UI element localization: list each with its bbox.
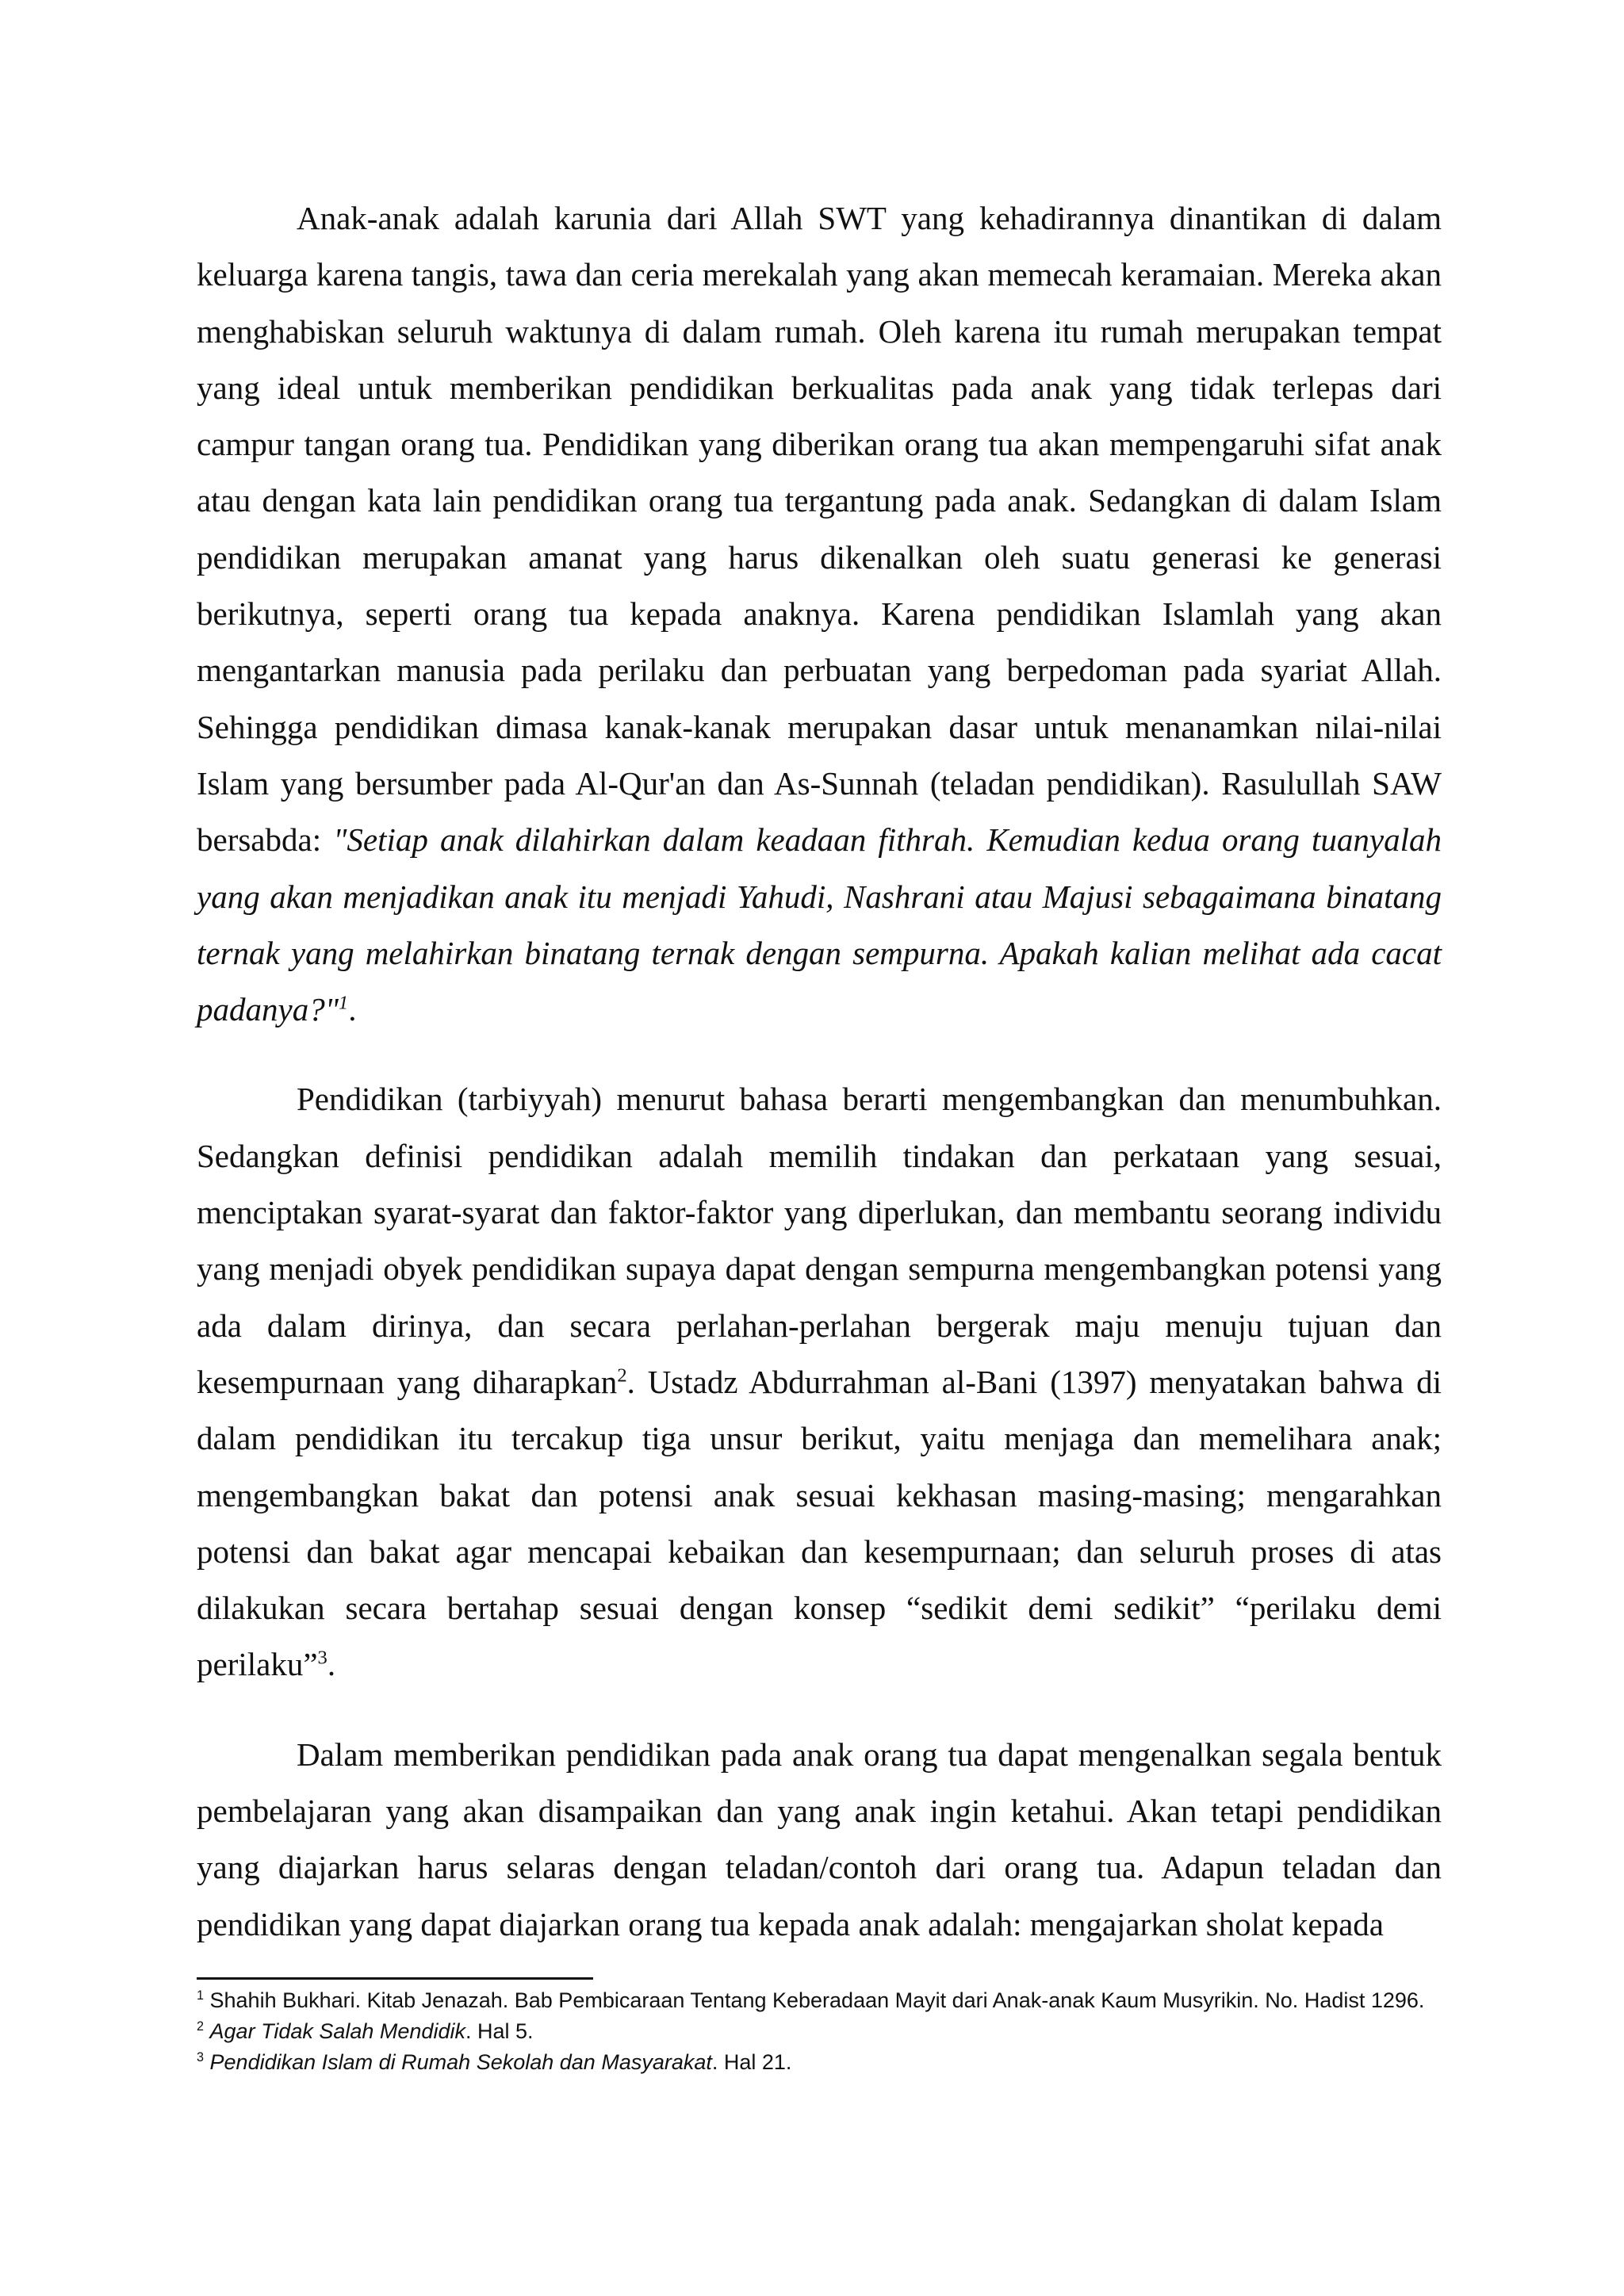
footnote-ref[interactable]: 3 (317, 1647, 327, 1669)
footnote-separator (197, 1977, 593, 1980)
paragraph (197, 1727, 1442, 1953)
footnote-title: Pendidikan Islam di Rumah Sekolah dan Masyarakat (209, 2050, 712, 2074)
paragraph (197, 1071, 1442, 1693)
footnote-ref[interactable]: 1 (338, 992, 349, 1014)
footnotes (197, 1985, 1442, 2078)
footnote (197, 1985, 1442, 2016)
paragraph-text: . (327, 1646, 336, 1683)
paragraph (197, 190, 1442, 1038)
footnote-title: Agar Tidak Salah Mendidik (209, 2019, 465, 2043)
paragraph-text: Anak-anak adalah karunia dari Allah SWT yang kehadirannya dinantikan di dalam keluarga karena tangis, tawa dan ceria merekalah yang akan memecah keramaian. Mereka akan menghabiskan seluruh waktunya di dalam rumah. Oleh karena itu rumah merupakan tempat yang ideal untuk memberikan pendidikan berkualitas pada anak yang tidak terlepas dari campur tangan orang tua. Pendidikan yang diberikan orang tua akan mempengaruhi sifat anak atau dengan kata lain pendidikan orang tua tergantung pada anak. Sedangkan di dalam Islam pendidikan merupakan amanat yang harus dikenalkan oleh suatu generasi ke generasi berikutnya, seperti orang tua kepada anaknya. Karena pendidikan Islamlah yang akan mengantarkan manusia pada perilaku dan perbuatan yang berpedoman pada syariat Allah. Sehingga pendidikan dimasa kanak-kanak merupakan dasar untuk menanamkan nilai-nilai Islam yang bersumber pada Al-Qur'an dan As-Sunnah (teladan pendidikan). Rasulullah SAW bersabda: (197, 200, 1442, 859)
hadith-quote: "Setiap anak dilahirkan dalam keadaan fithrah. Kemudian kedua orang tuanyalah yang akan menjadikan anak itu menjadi Yahudi, Nashrani atau Majusi sebagaimana binatang ternak yang melahirkan binatang ternak dengan sempurna. Apakah kalian melihat ada cacat padanya?" (197, 821, 1442, 1028)
paragraph-text: . Ustadz Abdurrahman al-Bani (1397) menyatakan bahwa di dalam pendidikan itu tercakup tiga unsur berikut, yaitu menjaga dan memelihara anak; mengembangkan bakat dan potensi anak sesuai kekhasan masing-masing; mengarahkan potensi dan bakat agar mencapai kebaikan dan kesempurnaan; dan seluruh proses di atas dilakukan secara bertahap sesuai dengan konsep “sedikit demi sedikit” “perilaku demi perilaku” (197, 1363, 1442, 1683)
footnote-text: Shahih Bukhari. Kitab Jenazah. Bab Pembicaraan Tentang Keberadaan Mayit dari Anak-anak Kaum Musyrikin. No. Hadist 1296. (204, 1988, 1425, 2012)
footnote-text: . Hal 21. (711, 2050, 792, 2074)
paragraph-text: Dalam memberikan pendidikan pada anak orang tua dapat mengenalkan segala bentuk pembelajaran yang akan disampaikan dan yang anak ingin ketahui. Akan tetapi pendidikan yang diajarkan harus selaras dengan teladan/contoh dari orang tua. Adapun teladan dan pendidikan yang dapat diajarkan orang tua kepada anak adalah: mengajarkan sholat kepada (197, 1735, 1442, 1942)
footnote (197, 2016, 1442, 2047)
footnote-number: 2 (197, 2019, 205, 2034)
footnote-number: 3 (197, 2050, 205, 2064)
paragraph-text: Pendidikan (tarbiyyah) menurut bahasa berarti mengembangkan dan menumbuhkan. Sedangkan definisi pendidikan adalah memilih tindakan dan perkataan yang sesuai, menciptakan syarat-syarat dan faktor-faktor yang diperlukan, dan membantu seorang individu yang menjadi obyek pendidikan supaya dapat dengan sempurna mengembangkan potensi yang ada dalam dirinya, dan secara perlahan-perlahan bergerak maju menuju tujuan dan kesempurnaan yang diharapkan (197, 1081, 1442, 1400)
footnote-ref[interactable]: 2 (617, 1364, 627, 1387)
paragraph-text: . (348, 991, 357, 1028)
footnote-number: 1 (197, 1988, 205, 2003)
footnote (197, 2047, 1442, 2078)
footnote-text: . Hal 5. (465, 2019, 534, 2043)
document-body (197, 190, 1442, 1953)
